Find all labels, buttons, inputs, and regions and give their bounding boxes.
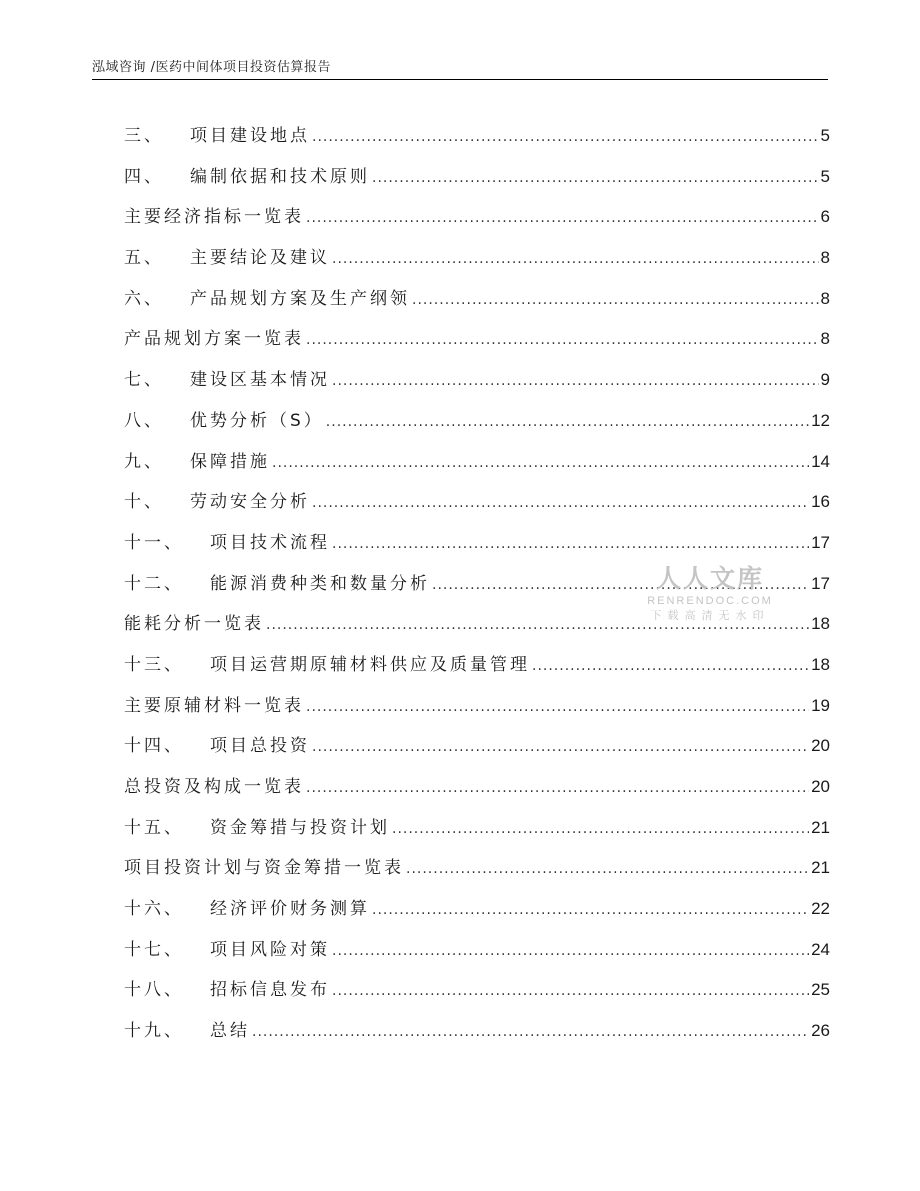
- toc-entry-number: 十三、: [124, 654, 184, 675]
- header-text: 泓域咨询 /医药中间体项目投资估算报告: [92, 60, 332, 75]
- toc-entry-label: 产品规划方案一览表: [124, 329, 304, 350]
- toc-page-number: 20: [811, 777, 830, 796]
- toc-leader-dots: [332, 935, 809, 967]
- toc-entry-title: [124, 446, 270, 478]
- toc-entry-label: 劳动安全分析: [190, 492, 310, 513]
- toc-page-number: 21: [811, 817, 830, 837]
- toc-page-number: 18: [811, 614, 830, 634]
- toc-leader-dots: [432, 569, 809, 601]
- toc-page-number: 26: [811, 1021, 830, 1041]
- toc-entry-title: [124, 527, 330, 559]
- toc-leader-dots: [332, 365, 819, 397]
- toc-entry-number: 十一、: [124, 532, 184, 553]
- toc-entry[interactable]: [124, 730, 830, 771]
- toc-entry-label: 项目技术流程: [210, 532, 330, 553]
- toc-page-number: 5: [820, 126, 830, 145]
- toc-entry-number: 三、: [124, 126, 164, 146]
- toc-entry[interactable]: [124, 690, 830, 731]
- toc-page-number: 8: [820, 288, 830, 308]
- page-header: [92, 52, 828, 80]
- toc-entry-number: 五、: [124, 248, 164, 269]
- toc-leader-dots: [312, 731, 809, 763]
- toc-entry[interactable]: [124, 1015, 830, 1056]
- toc-entry[interactable]: [124, 649, 830, 690]
- toc-entry[interactable]: [124, 405, 830, 446]
- toc-entry-label: 项目投资计划与资金筹措一览表: [124, 858, 404, 879]
- toc-entry-number: 十八、: [124, 980, 184, 1001]
- toc-page-number: 24: [811, 939, 830, 959]
- toc-leader-dots: [412, 284, 819, 316]
- toc-entry-label: 主要原辅材料一览表: [124, 695, 304, 716]
- toc-entry-label: 招标信息发布: [210, 980, 330, 1001]
- toc-page-number: 17: [811, 573, 830, 593]
- toc-entry[interactable]: [124, 161, 830, 202]
- table-of-contents: [124, 120, 830, 1056]
- toc-entry[interactable]: [124, 201, 830, 242]
- toc-entry-title: [124, 405, 324, 437]
- toc-entry-label: 主要经济指标一览表: [124, 207, 304, 228]
- toc-entry-label: 项目运营期原辅材料供应及质量管理: [210, 654, 530, 675]
- toc-entry[interactable]: [124, 812, 830, 853]
- toc-entry-label: 总结: [210, 1021, 250, 1042]
- toc-page-number: 12: [811, 410, 830, 430]
- toc-leader-dots: [312, 121, 819, 153]
- toc-entry[interactable]: [124, 242, 830, 283]
- toc-entry-label: 能源消费种类和数量分析: [210, 573, 430, 594]
- toc-entry-title: [124, 1015, 250, 1047]
- toc-page-number: 20: [811, 736, 830, 756]
- toc-entry-number: 十五、: [124, 817, 184, 838]
- toc-entry-title: [124, 242, 330, 274]
- toc-entry[interactable]: [124, 446, 830, 487]
- toc-entry-number: 四、: [124, 166, 164, 187]
- toc-leader-dots: [306, 691, 809, 723]
- toc-entry-title: [124, 812, 390, 844]
- toc-page-number: 6: [820, 207, 830, 227]
- toc-entry[interactable]: [124, 364, 830, 405]
- toc-entry-label: 项目总投资: [210, 736, 310, 757]
- toc-entry[interactable]: [124, 486, 830, 527]
- toc-entry[interactable]: [124, 568, 830, 609]
- toc-entry[interactable]: [124, 852, 830, 893]
- toc-entry-title: [124, 730, 310, 762]
- toc-entry-number: 十九、: [124, 1021, 184, 1042]
- toc-leader-dots: [266, 609, 809, 641]
- toc-entry-title: [124, 934, 330, 966]
- toc-entry-title: [124, 568, 430, 600]
- toc-entry-label: 资金筹措与投资计划: [210, 817, 390, 838]
- toc-entry-number: 十、: [124, 492, 164, 513]
- toc-leader-dots: [306, 202, 819, 234]
- toc-entry-title: [124, 608, 264, 640]
- watermark-url: RENRENDOC.COM: [647, 595, 773, 607]
- toc-leader-dots: [392, 813, 809, 845]
- toc-entry-title: [124, 120, 310, 152]
- toc-entry-number: 十二、: [124, 573, 184, 594]
- toc-page-number: 5: [820, 166, 830, 186]
- toc-leader-dots: [332, 975, 809, 1007]
- toc-page-number: 19: [811, 695, 830, 715]
- toc-leader-dots: [372, 894, 809, 926]
- toc-entry-label: 项目风险对策: [210, 939, 330, 960]
- toc-page-number: 9: [820, 370, 830, 390]
- toc-entry-title: [124, 323, 304, 355]
- toc-entry-title: [124, 161, 370, 193]
- toc-entry[interactable]: [124, 974, 830, 1015]
- toc-entry-number: 九、: [124, 451, 164, 472]
- toc-entry[interactable]: [124, 893, 830, 934]
- toc-entry-label: 总投资及构成一览表: [124, 777, 304, 797]
- toc-page-number: 25: [811, 980, 830, 1000]
- toc-entry-title: [124, 283, 410, 315]
- toc-entry-title: [124, 364, 330, 396]
- toc-entry-label: 产品规划方案及生产纲领: [190, 288, 410, 309]
- toc-page-number: 21: [811, 858, 830, 878]
- toc-leader-dots: [372, 162, 819, 194]
- toc-entry-label: 主要结论及建议: [190, 248, 330, 269]
- toc-entry-number: 十四、: [124, 736, 184, 757]
- toc-entry-number: 十七、: [124, 939, 184, 960]
- watermark-subtitle: 下载高清无水印: [650, 609, 770, 622]
- toc-page-number: 22: [811, 899, 830, 919]
- toc-page-number: 14: [811, 451, 830, 471]
- toc-entry-number: 十六、: [124, 899, 184, 920]
- toc-entry[interactable]: [124, 608, 830, 649]
- toc-entry-label: 编制依据和技术原则: [190, 166, 370, 187]
- toc-entry-title: [124, 486, 310, 518]
- toc-entry[interactable]: [124, 283, 830, 324]
- toc-entry-number: 七、: [124, 370, 164, 391]
- toc-page-number: 8: [820, 329, 830, 349]
- toc-leader-dots: [312, 487, 809, 519]
- toc-page-number: 16: [811, 492, 830, 512]
- toc-leader-dots: [306, 324, 819, 356]
- toc-entry-label: 建设区基本情况: [190, 370, 330, 391]
- toc-leader-dots: [532, 650, 809, 682]
- toc-leader-dots: [332, 243, 819, 275]
- toc-entry-title: [124, 852, 404, 884]
- toc-page-number: 18: [811, 654, 830, 674]
- toc-entry-label: 项目建设地点: [190, 126, 310, 146]
- toc-entry-title: [124, 974, 330, 1006]
- toc-page-number: 8: [820, 248, 830, 268]
- toc-leader-dots: [306, 772, 809, 804]
- toc-page-number: 17: [811, 532, 830, 552]
- toc-entry-number: 八、: [124, 410, 164, 431]
- toc-entry-label: 经济评价财务测算: [210, 899, 370, 920]
- toc-entry-label: 能耗分析一览表: [124, 614, 264, 635]
- toc-entry[interactable]: [124, 120, 830, 161]
- toc-leader-dots: [406, 853, 809, 885]
- toc-leader-dots: [332, 528, 809, 560]
- toc-entry-title: [124, 690, 304, 722]
- toc-entry-title: [124, 771, 304, 803]
- toc-entry-number: 六、: [124, 288, 164, 309]
- toc-entry-label: 优势分析（S）: [190, 410, 324, 431]
- toc-entry-label: 保障措施: [190, 451, 270, 472]
- toc-entry[interactable]: [124, 934, 830, 975]
- toc-leader-dots: [272, 447, 809, 479]
- toc-entry[interactable]: [124, 527, 830, 568]
- toc-entry-title: [124, 201, 304, 233]
- toc-leader-dots: [326, 406, 809, 438]
- toc-entry[interactable]: [124, 771, 830, 812]
- toc-leader-dots: [252, 1016, 809, 1048]
- toc-entry[interactable]: [124, 323, 830, 364]
- toc-entry-title: [124, 649, 530, 681]
- watermark-title: 人人文库: [655, 564, 764, 593]
- toc-entry-title: [124, 893, 370, 925]
